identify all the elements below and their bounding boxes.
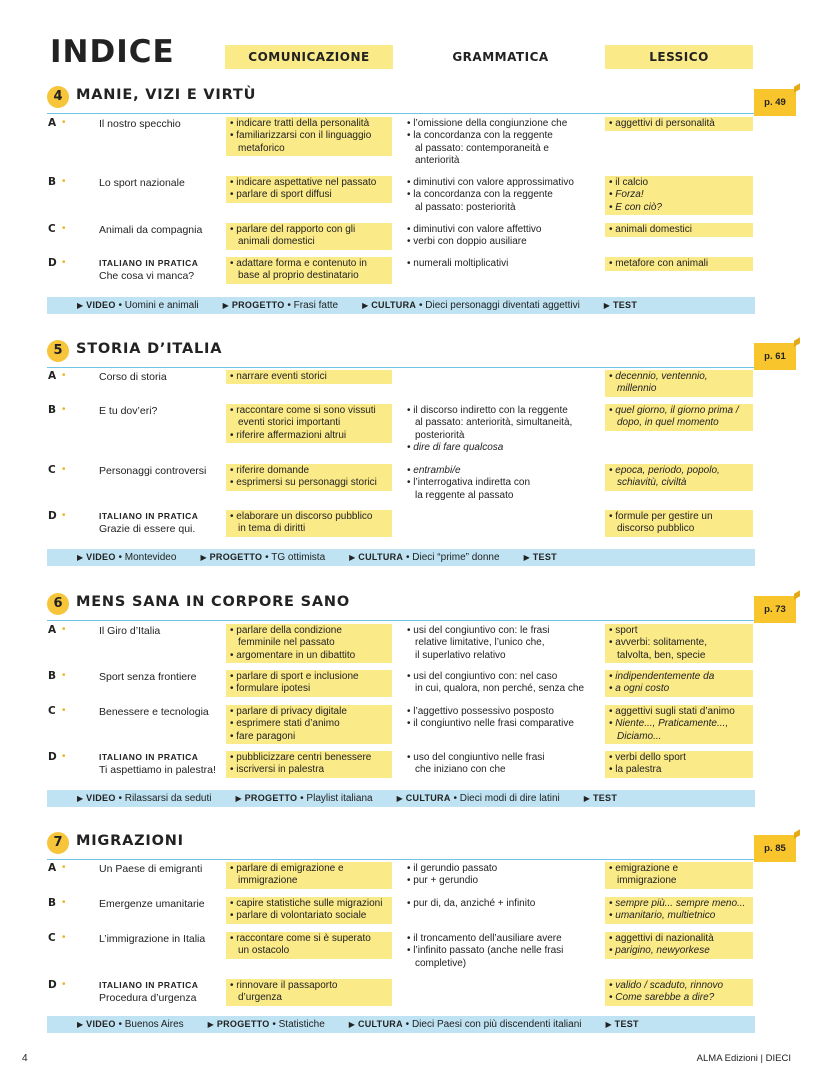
lesson-bullet: • bbox=[62, 624, 66, 635]
grammar-item: • il discorso indiretto con la reggente al passato: anteriorità, simultaneità, posteriorità bbox=[407, 405, 595, 442]
communication-cell bbox=[226, 979, 392, 1006]
grammar-cell bbox=[403, 751, 599, 778]
strip-label: PROGETTO bbox=[209, 552, 263, 562]
communication-item: • pubblicizzare centri benessere bbox=[230, 752, 388, 764]
unit-resources-strip bbox=[47, 549, 755, 566]
strip-label: VIDEO bbox=[86, 1019, 116, 1029]
grammar-cell bbox=[403, 117, 599, 169]
strip-label: CULTURA bbox=[357, 1019, 403, 1029]
strip-value: Dieci modi di dire latini bbox=[459, 793, 560, 804]
unit-page-tab[interactable]: p. 73 bbox=[754, 596, 796, 623]
lexicon-item: • sempre più... sempre meno... bbox=[609, 898, 749, 910]
strip-separator: • bbox=[115, 1019, 125, 1030]
lesson-bullet: • bbox=[62, 862, 66, 873]
grammar-item: • usi del congiuntivo con: nel caso in cui, qualora, non perché, senza che bbox=[407, 671, 595, 696]
communication-cell bbox=[226, 510, 392, 537]
page-number: 4 bbox=[22, 1053, 28, 1064]
unit-divider bbox=[47, 367, 755, 368]
strip-item-test[interactable] bbox=[524, 549, 557, 566]
unit-resources-strip bbox=[47, 790, 755, 807]
strip-value: Frasi fatte bbox=[293, 300, 339, 311]
grammar-cell bbox=[403, 897, 599, 911]
lesson-bullet: • bbox=[62, 404, 66, 415]
communication-item: • indicare tratti della personalità bbox=[230, 118, 388, 130]
unit-page-tab[interactable]: p. 61 bbox=[754, 343, 796, 370]
strip-value: Uomini e animali bbox=[124, 300, 199, 311]
lesson-letter: C bbox=[48, 705, 56, 717]
strip-label: TEST bbox=[612, 300, 638, 310]
strip-separator: • bbox=[115, 793, 125, 804]
strip-value: Dieci Paesi con più discendenti italiani bbox=[411, 1019, 582, 1030]
lesson-bullet: • bbox=[62, 751, 66, 762]
lexicon-cell bbox=[605, 705, 753, 744]
lesson-letter: C bbox=[48, 932, 56, 944]
unit-divider bbox=[47, 859, 755, 860]
communication-cell bbox=[226, 464, 392, 491]
lesson-title: Corso di storia bbox=[99, 371, 167, 383]
unit-header bbox=[47, 86, 786, 112]
lexicon-item: • aggettivi di personalità bbox=[609, 118, 749, 130]
unit-title: STORIA D’ITALIA bbox=[76, 341, 223, 357]
lesson-title: L’immigrazione in Italia bbox=[99, 933, 206, 945]
lesson-letter: A bbox=[48, 862, 57, 874]
communication-cell bbox=[226, 257, 392, 284]
lexicon-cell bbox=[605, 897, 753, 924]
strip-item-cultura[interactable] bbox=[349, 549, 499, 566]
play-triangle-icon: ▶ bbox=[362, 301, 369, 310]
strip-separator: • bbox=[115, 300, 125, 311]
page-title: INDICE bbox=[50, 34, 175, 70]
unit-6 bbox=[47, 593, 786, 804]
communication-cell bbox=[226, 117, 392, 156]
strip-item-progetto[interactable] bbox=[223, 297, 338, 314]
lexicon-item: • E con ciò? bbox=[609, 202, 749, 214]
grammar-cell bbox=[403, 705, 599, 732]
lesson-bullet: • bbox=[62, 979, 66, 990]
strip-separator: • bbox=[403, 552, 413, 563]
strip-label: PROGETTO bbox=[231, 300, 285, 310]
practice-title: Che cosa vi manca? bbox=[99, 270, 195, 282]
lesson-bullet: • bbox=[62, 223, 66, 234]
lesson-title: Lo sport nazionale bbox=[99, 177, 185, 189]
practice-label: ITALIANO IN PRATICA bbox=[99, 980, 199, 990]
strip-label: TEST bbox=[592, 793, 618, 803]
unit-header bbox=[47, 340, 786, 366]
grammar-item: • il troncamento dell’ausiliare avere bbox=[407, 933, 595, 945]
lexicon-item: • verbi dello sport bbox=[609, 752, 749, 764]
lexicon-item: • parigino, newyorkese bbox=[609, 945, 749, 957]
communication-cell bbox=[226, 705, 392, 744]
lexicon-cell bbox=[605, 464, 753, 491]
grammar-item: • uso del congiuntivo nelle frasi che iniziano con che bbox=[407, 752, 595, 777]
lexicon-item: • avverbi: solitamente, talvolta, ben, specie bbox=[609, 637, 749, 662]
lesson-letter: B bbox=[48, 897, 57, 909]
communication-cell bbox=[226, 370, 392, 384]
lesson-bullet: • bbox=[62, 370, 66, 381]
communication-cell bbox=[226, 862, 392, 889]
communication-item: • esprimere stati d’animo bbox=[230, 718, 388, 730]
lesson-bullet: • bbox=[62, 705, 66, 716]
grammar-item: • l’infinito passato (anche nelle frasi completive) bbox=[407, 945, 595, 970]
play-triangle-icon: ▶ bbox=[200, 553, 207, 562]
lexicon-cell bbox=[605, 257, 753, 271]
lexicon-cell bbox=[605, 117, 753, 131]
grammar-cell bbox=[403, 464, 599, 503]
unit-title: MANIE, VIZI E VIRTÙ bbox=[76, 87, 257, 103]
grammar-cell bbox=[403, 404, 599, 456]
strip-separator: • bbox=[262, 552, 272, 563]
lexicon-item: • valido / scaduto, rinnovo bbox=[609, 980, 749, 992]
play-triangle-icon: ▶ bbox=[207, 1020, 214, 1029]
play-triangle-icon: ▶ bbox=[523, 553, 530, 562]
communication-cell bbox=[226, 897, 392, 924]
strip-value: Buenos Aires bbox=[124, 1019, 184, 1030]
lexicon-item: • decennio, ventennio, millennio bbox=[609, 371, 749, 396]
play-triangle-icon: ▶ bbox=[77, 794, 84, 803]
lexicon-item: • metafore con animali bbox=[609, 258, 749, 270]
publisher-footer: ALMA Edizioni | DIECI bbox=[696, 1053, 791, 1064]
strip-label: VIDEO bbox=[86, 793, 116, 803]
strip-item-video[interactable] bbox=[77, 1016, 184, 1033]
grammar-item: • la concordanza con la reggente al passato: posteriorità bbox=[407, 189, 595, 214]
lexicon-cell bbox=[605, 979, 753, 1006]
lexicon-cell bbox=[605, 670, 753, 697]
strip-item-video[interactable] bbox=[77, 297, 199, 314]
lesson-title bbox=[99, 751, 216, 777]
lesson-title: Benessere e tecnologia bbox=[99, 706, 209, 718]
strip-value: Dieci personaggi diventati aggettivi bbox=[425, 300, 580, 311]
communication-item: • parlare di sport e inclusione bbox=[230, 671, 388, 683]
communication-item: • raccontare come si sono vissuti eventi storici importanti bbox=[230, 405, 388, 430]
play-triangle-icon: ▶ bbox=[77, 553, 84, 562]
unit-7 bbox=[47, 832, 786, 1030]
play-triangle-icon: ▶ bbox=[349, 553, 356, 562]
unit-title: MIGRAZIONI bbox=[76, 833, 184, 849]
lesson-title: Personaggi controversi bbox=[99, 465, 207, 477]
strip-item-progetto[interactable] bbox=[235, 790, 372, 807]
grammar-cell bbox=[403, 223, 599, 250]
communication-cell bbox=[226, 404, 392, 443]
unit-divider bbox=[47, 113, 755, 114]
communication-cell bbox=[226, 624, 392, 663]
unit-header bbox=[47, 832, 786, 858]
grammar-item: • numerali moltiplicativi bbox=[407, 258, 595, 270]
strip-separator: • bbox=[269, 1019, 279, 1030]
lexicon-item: • Come sarebbe a dire? bbox=[609, 992, 749, 1004]
communication-cell bbox=[226, 932, 392, 959]
lexicon-item: • il calcio bbox=[609, 177, 749, 189]
strip-value: Statistiche bbox=[278, 1019, 325, 1030]
lesson-title: Emergenze umanitarie bbox=[99, 898, 205, 910]
lexicon-cell bbox=[605, 862, 753, 889]
communication-item: • rinnovare il passaporto d’urgenza bbox=[230, 980, 388, 1005]
lesson-bullet: • bbox=[62, 510, 66, 521]
lesson-bullet: • bbox=[62, 897, 66, 908]
communication-item: • narrare eventi storici bbox=[230, 371, 388, 383]
lexicon-cell bbox=[605, 751, 753, 778]
communication-item: • elaborare un discorso pubblico in tema di diritti bbox=[230, 511, 388, 536]
play-triangle-icon: ▶ bbox=[583, 794, 590, 803]
grammar-item: • pur di, da, anziché + infinito bbox=[407, 898, 595, 910]
column-header-comunicazione: COMUNICAZIONE bbox=[225, 45, 393, 69]
unit-page-tab[interactable]: p. 49 bbox=[754, 89, 796, 116]
strip-label: CULTURA bbox=[358, 552, 404, 562]
grammar-item: • l’aggettivo possessivo posposto bbox=[407, 706, 595, 718]
lexicon-item: • aggettivi sugli stati d’animo bbox=[609, 706, 749, 718]
strip-label: VIDEO bbox=[86, 552, 116, 562]
lesson-bullet: • bbox=[62, 464, 66, 475]
communication-item: • argomentare in un dibattito bbox=[230, 650, 388, 662]
lesson-title bbox=[99, 510, 198, 536]
strip-item-video[interactable] bbox=[77, 549, 176, 566]
unit-4 bbox=[47, 86, 786, 311]
unit-number-badge: 6 bbox=[47, 593, 69, 615]
communication-item: • iscriversi in palestra bbox=[230, 764, 388, 776]
communication-cell bbox=[226, 223, 392, 250]
strip-separator: • bbox=[402, 1019, 412, 1030]
lexicon-item: • formule per gestire un discorso pubblico bbox=[609, 511, 749, 536]
lesson-letter: D bbox=[48, 979, 57, 991]
lesson-letter: A bbox=[48, 370, 57, 382]
communication-item: • parlare di volontariato sociale bbox=[230, 910, 388, 922]
lesson-bullet: • bbox=[62, 117, 66, 128]
strip-item-test[interactable] bbox=[604, 297, 637, 314]
strip-separator: • bbox=[115, 552, 125, 563]
unit-page-tab[interactable]: p. 85 bbox=[754, 835, 796, 862]
communication-item: • formulare ipotesi bbox=[230, 683, 388, 695]
strip-label: PROGETTO bbox=[244, 793, 298, 803]
strip-separator: • bbox=[297, 793, 307, 804]
strip-item-progetto[interactable] bbox=[200, 549, 325, 566]
grammar-item: • l’omissione della congiunzione che bbox=[407, 118, 595, 130]
lexicon-item: • epoca, periodo, popolo, schiavitù, civiltà bbox=[609, 465, 749, 490]
grammar-item: • il congiuntivo nelle frasi comparative bbox=[407, 718, 595, 730]
lexicon-cell bbox=[605, 223, 753, 237]
strip-item-progetto[interactable] bbox=[208, 1016, 325, 1033]
lexicon-item: • quel giorno, il giorno prima / dopo, in quel momento bbox=[609, 405, 749, 430]
lesson-letter: D bbox=[48, 510, 57, 522]
lesson-title: Il nostro specchio bbox=[99, 118, 181, 130]
grammar-item: • usi del congiuntivo con: le frasi relative limitative, l’unico che, il superlativo relativo bbox=[407, 625, 595, 662]
practice-label: ITALIANO IN PRATICA bbox=[99, 258, 199, 268]
practice-title: Ti aspettiamo in palestra! bbox=[99, 764, 216, 776]
lexicon-cell bbox=[605, 404, 753, 431]
lesson-letter: D bbox=[48, 751, 57, 763]
communication-item: • parlare di privacy digitale bbox=[230, 706, 388, 718]
strip-value: TG ottimista bbox=[271, 552, 326, 563]
lesson-letter: B bbox=[48, 670, 57, 682]
strip-item-test[interactable] bbox=[584, 790, 617, 807]
communication-cell bbox=[226, 751, 392, 778]
lexicon-item: • indipendentemente da bbox=[609, 671, 749, 683]
strip-separator: • bbox=[284, 300, 294, 311]
communication-item: • indicare aspettative nel passato bbox=[230, 177, 388, 189]
grammar-item: • il gerundio passato bbox=[407, 863, 595, 875]
strip-value: Rilassarsi da seduti bbox=[124, 793, 212, 804]
lesson-bullet: • bbox=[62, 257, 66, 268]
unit-resources-strip bbox=[47, 297, 755, 314]
strip-item-video[interactable] bbox=[77, 790, 211, 807]
play-triangle-icon: ▶ bbox=[348, 1020, 355, 1029]
play-triangle-icon: ▶ bbox=[396, 794, 403, 803]
practice-title: Grazie di essere qui. bbox=[99, 523, 196, 535]
lesson-letter: B bbox=[48, 404, 57, 416]
lesson-title bbox=[99, 979, 198, 1005]
play-triangle-icon: ▶ bbox=[603, 301, 610, 310]
column-header-grammatica: GRAMMATICA bbox=[452, 50, 549, 64]
column-header-lessico: LESSICO bbox=[605, 45, 753, 69]
lexicon-cell bbox=[605, 510, 753, 537]
communication-item: • parlare del rapporto con gli animali domestici bbox=[230, 224, 388, 249]
lesson-title: Sport senza frontiere bbox=[99, 671, 197, 683]
strip-label: PROGETTO bbox=[216, 1019, 270, 1029]
strip-item-cultura[interactable] bbox=[362, 297, 580, 314]
lesson-title: E tu dov’eri? bbox=[99, 405, 158, 417]
strip-value: Dieci “prime” donne bbox=[412, 552, 500, 563]
play-triangle-icon: ▶ bbox=[77, 1020, 84, 1029]
lesson-letter: C bbox=[48, 223, 56, 235]
strip-item-cultura[interactable] bbox=[397, 790, 560, 807]
lesson-letter: B bbox=[48, 176, 57, 188]
lesson-bullet: • bbox=[62, 176, 66, 187]
lexicon-cell bbox=[605, 176, 753, 215]
lexicon-cell bbox=[605, 624, 753, 663]
communication-item: • adattare forma e contenuto in base al proprio destinatario bbox=[230, 258, 388, 283]
grammar-item: • dire di fare qualcosa bbox=[407, 442, 595, 454]
communication-item: • riferire affermazioni altrui bbox=[230, 430, 388, 442]
practice-label: ITALIANO IN PRATICA bbox=[99, 511, 199, 521]
grammar-cell bbox=[403, 670, 599, 697]
lexicon-item: • a ogni costo bbox=[609, 683, 749, 695]
unit-5 bbox=[47, 340, 786, 563]
unit-header bbox=[47, 593, 786, 619]
lexicon-item: • animali domestici bbox=[609, 224, 749, 236]
communication-item: • raccontare come si è superato un ostacolo bbox=[230, 933, 388, 958]
unit-number-badge: 5 bbox=[47, 340, 69, 362]
communication-item: • fare paragoni bbox=[230, 731, 388, 743]
strip-label: CULTURA bbox=[371, 300, 417, 310]
lesson-title: Animali da compagnia bbox=[99, 224, 203, 236]
unit-divider bbox=[47, 620, 755, 621]
lexicon-item: • la palestra bbox=[609, 764, 749, 776]
strip-item-cultura[interactable] bbox=[349, 1016, 582, 1033]
unit-number-badge: 4 bbox=[47, 86, 69, 108]
lesson-bullet: • bbox=[62, 670, 66, 681]
communication-cell bbox=[226, 176, 392, 203]
strip-separator: • bbox=[416, 300, 426, 311]
communication-item: • parlare di sport diffusi bbox=[230, 189, 388, 201]
unit-number-badge: 7 bbox=[47, 832, 69, 854]
strip-label: CULTURA bbox=[405, 793, 451, 803]
grammar-item: • l’interrogativa indiretta con la reggente al passato bbox=[407, 477, 595, 502]
lesson-letter: D bbox=[48, 257, 57, 269]
grammar-item: • diminutivi con valore approssimativo bbox=[407, 177, 595, 189]
play-triangle-icon: ▶ bbox=[605, 1020, 612, 1029]
lexicon-item: • umanitario, multietnico bbox=[609, 910, 749, 922]
practice-label: ITALIANO IN PRATICA bbox=[99, 752, 199, 762]
lesson-title: Un Paese di emigranti bbox=[99, 863, 203, 875]
lesson-letter: C bbox=[48, 464, 56, 476]
play-triangle-icon: ▶ bbox=[235, 794, 242, 803]
play-triangle-icon: ▶ bbox=[77, 301, 84, 310]
unit-resources-strip bbox=[47, 1016, 755, 1033]
lesson-title: Il Giro d’Italia bbox=[99, 625, 161, 637]
lexicon-item: • aggettivi di nazionalità bbox=[609, 933, 749, 945]
lesson-letter: A bbox=[48, 117, 57, 129]
lexicon-cell bbox=[605, 370, 753, 397]
strip-label: TEST bbox=[614, 1019, 639, 1029]
grammar-item: • entrambi/e bbox=[407, 465, 595, 477]
practice-title: Procedura d’urgenza bbox=[99, 992, 197, 1004]
communication-cell bbox=[226, 670, 392, 697]
strip-value: Playlist italiana bbox=[306, 793, 373, 804]
grammar-item: • la concordanza con la reggente al passato: contemporaneità e anteriorità bbox=[407, 130, 595, 167]
communication-item: • riferire domande bbox=[230, 465, 388, 477]
lexicon-item: • Forza! bbox=[609, 189, 749, 201]
grammar-cell bbox=[403, 624, 599, 663]
play-triangle-icon: ▶ bbox=[222, 301, 229, 310]
grammar-item: • verbi con doppio ausiliare bbox=[407, 236, 595, 248]
grammar-item: • pur + gerundio bbox=[407, 875, 595, 887]
communication-item: • familiarizzarsi con il linguaggio metaforico bbox=[230, 130, 388, 155]
communication-item: • parlare di emigrazione e immigrazione bbox=[230, 863, 388, 888]
communication-item: • capire statistiche sulle migrazioni bbox=[230, 898, 388, 910]
lesson-bullet: • bbox=[62, 932, 66, 943]
grammar-cell bbox=[403, 862, 599, 889]
communication-item: • esprimersi su personaggi storici bbox=[230, 477, 388, 489]
grammar-cell bbox=[403, 176, 599, 215]
strip-value: Montevideo bbox=[124, 552, 177, 563]
lesson-letter: A bbox=[48, 624, 57, 636]
lexicon-cell bbox=[605, 932, 753, 959]
lexicon-item: • emigrazione e immigrazione bbox=[609, 863, 749, 888]
grammar-cell bbox=[403, 257, 599, 271]
grammar-cell bbox=[403, 932, 599, 971]
lesson-title bbox=[99, 257, 198, 283]
communication-item: • parlare della condizione femminile nel passato bbox=[230, 625, 388, 650]
strip-item-test[interactable] bbox=[605, 1016, 638, 1033]
strip-label: TEST bbox=[532, 552, 557, 562]
lexicon-item: • Niente..., Praticamente..., Diciamo... bbox=[609, 718, 749, 743]
strip-separator: • bbox=[450, 793, 460, 804]
grammar-item: • diminutivi con valore affettivo bbox=[407, 224, 595, 236]
unit-title: MENS SANA IN CORPORE SANO bbox=[76, 594, 350, 610]
lexicon-item: • sport bbox=[609, 625, 749, 637]
strip-label: VIDEO bbox=[86, 300, 116, 310]
